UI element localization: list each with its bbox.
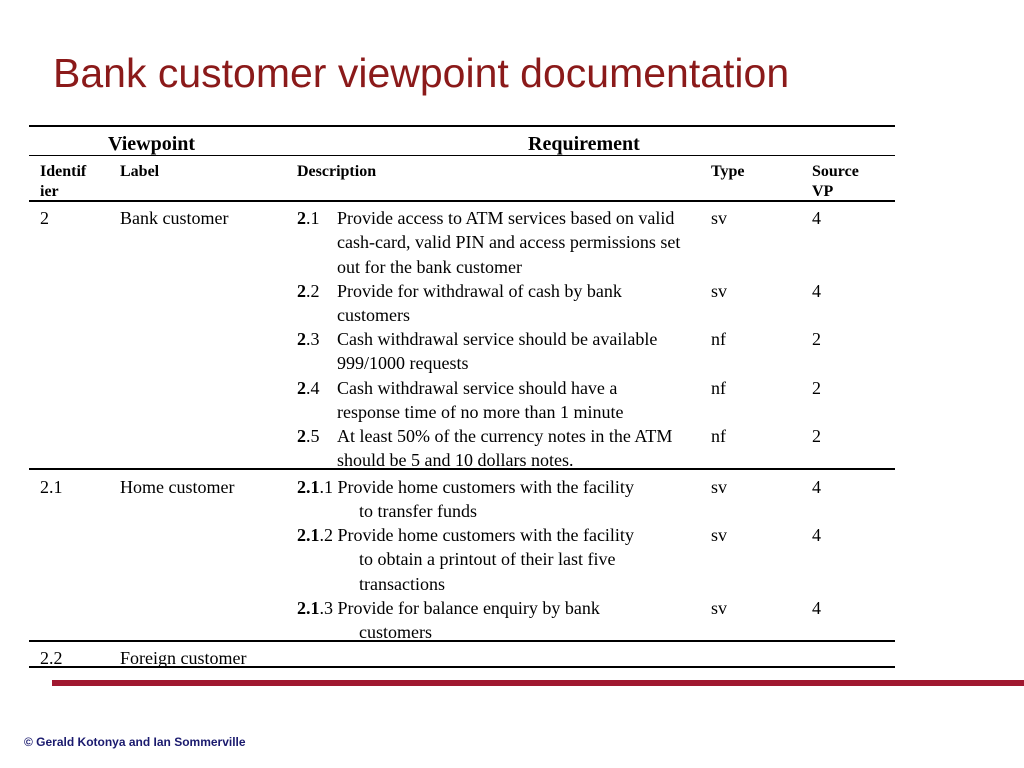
requirement-text: Provide for balance enquiry by bank [337, 598, 600, 618]
requirement-text: Provide access to ATM services based on valid cash-card, valid PIN and access permissions set out for the bank customer [337, 208, 681, 277]
copyright-text: © Gerald Kotonya and Ian Sommerville [24, 735, 246, 749]
requirement-number: 2.5 [297, 426, 320, 446]
requirement-number: 2.1 [297, 208, 320, 228]
requirement-text: Provide for withdrawal of cash by bank customers [337, 281, 622, 326]
requirement-number-bold: 2.1 [297, 477, 320, 497]
col-header-type: Type [711, 163, 745, 180]
requirement-2-1-2: 2.1.2 Provide home customers with the facility to obtain a printout of their last five transactions [297, 523, 682, 596]
row-identifier: 2.1 [40, 477, 63, 497]
col-header-identifier: Identif ier [40, 163, 87, 200]
requirement-source: 4 [812, 477, 821, 497]
col-header-description: Description [297, 163, 377, 180]
requirement-source: 2 [812, 378, 821, 398]
requirement-type: sv [711, 208, 728, 228]
requirement-source: 4 [812, 281, 821, 301]
requirement-source: 4 [812, 208, 821, 228]
requirement-type: sv [711, 525, 728, 545]
requirement-text: At least 50% of the currency notes in the ATM should be 5 and 10 dollars notes. [337, 426, 673, 471]
requirement-text-cont: customers [359, 622, 432, 643]
requirement-type: nf [711, 329, 726, 349]
requirement-type: sv [711, 477, 728, 497]
subheader-rule [29, 200, 895, 202]
requirement-text-cont: to transfer funds [359, 501, 477, 522]
slide-title: Bank customer viewpoint documentation [53, 50, 790, 96]
requirement-2-1-3: 2.1.3 Provide for balance enquiry by bank customers [297, 596, 682, 645]
requirement-type: sv [711, 281, 728, 301]
requirement-number-bold: 2.1 [297, 598, 320, 618]
row-label: Home customer [120, 477, 235, 497]
requirement-number: 2.3 [297, 329, 320, 349]
requirement-text: Provide home customers with the facility [337, 525, 634, 545]
table-top-rule [29, 125, 895, 127]
footer-bar [52, 680, 1024, 686]
requirement-source: 4 [812, 598, 821, 618]
requirement-type: nf [711, 378, 726, 398]
requirement-type: sv [711, 598, 728, 618]
requirement-number-bold: 2.1 [297, 525, 320, 545]
col-header-source: Source VP [812, 163, 859, 200]
row-identifier: 2 [40, 208, 49, 228]
requirement-2-1-1: 2.1.1 Provide home customers with the facility to transfer funds [297, 475, 682, 524]
col-header-label: Label [120, 163, 160, 180]
requirement-source: 2 [812, 329, 821, 349]
requirement-text: Provide home customers with the facility [337, 477, 634, 497]
group-header-requirement: Requirement [528, 133, 640, 155]
row-label: Bank customer [120, 208, 229, 228]
requirement-text: Cash withdrawal service should be available 999/1000 requests [337, 329, 658, 374]
row-label: Foreign customer [120, 648, 247, 668]
requirement-text-cont: transactions [359, 573, 445, 594]
requirement-source: 4 [812, 525, 821, 545]
requirement-source: 2 [812, 426, 821, 446]
group-header-viewpoint: Viewpoint [108, 133, 196, 155]
requirement-number: 2.4 [297, 378, 320, 398]
requirement-text: Cash withdrawal service should have a response time of no more than 1 minute [337, 378, 624, 423]
requirement-text-cont: to obtain a printout of their last five [359, 549, 616, 570]
row-identifier: 2.2 [40, 648, 63, 668]
requirement-type: nf [711, 426, 726, 446]
requirement-number: 2.2 [297, 281, 320, 301]
